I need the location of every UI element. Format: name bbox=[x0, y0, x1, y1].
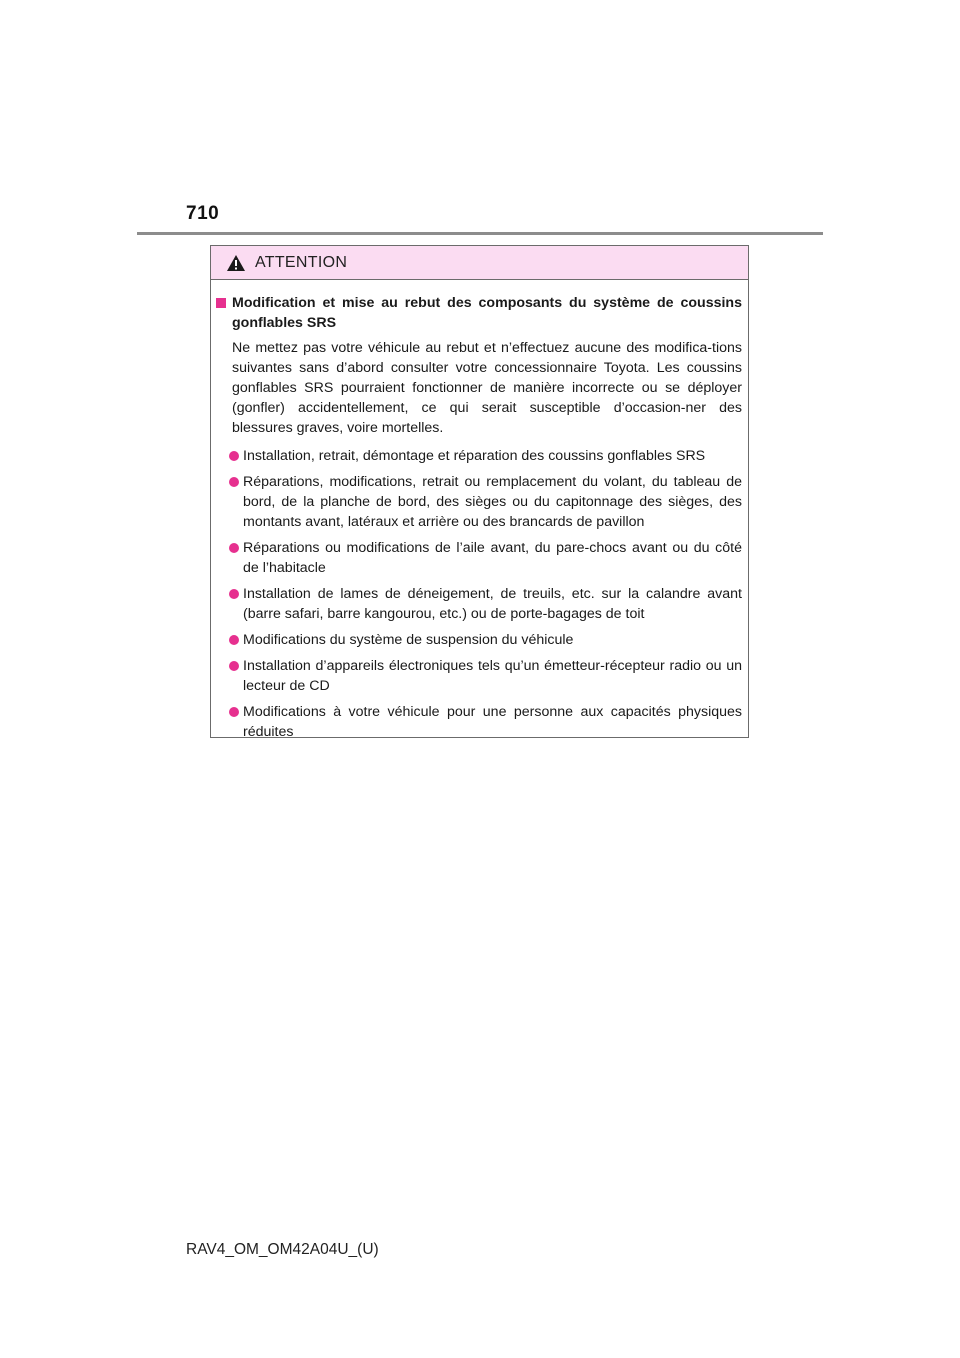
modification-list bbox=[216, 446, 742, 742]
section-heading bbox=[216, 293, 742, 333]
list-item-text: Installation d’appareils électroniques tels qu’un émetteur-récepteur radio ou un lecteur de CD bbox=[243, 658, 742, 694]
list-item-text: Réparations ou modifications de l’aile avant, du pare-chocs avant ou du côté de l’habitacle bbox=[243, 540, 742, 576]
warning-title: ATTENTION bbox=[255, 253, 348, 271]
square-bullet-icon bbox=[216, 298, 226, 308]
section-heading-text: Modification et mise au rebut des composants du système de coussins gonflables SRS bbox=[232, 295, 742, 331]
round-bullet-icon bbox=[229, 477, 239, 487]
warning-triangle-icon bbox=[226, 254, 246, 272]
page-number: 710 bbox=[186, 203, 220, 224]
list-item-text: Installation, retrait, démontage et réparation des coussins gonflables SRS bbox=[243, 448, 706, 464]
list-item-text: Installation de lames de déneigement, de treuils, etc. sur la calandre avant (barre safari, barre kangourou, etc.) ou de porte-bagages de toit bbox=[243, 586, 742, 622]
document-code: RAV4_OM_OM42A04U_(U) bbox=[186, 1241, 379, 1258]
list-item bbox=[229, 630, 742, 650]
round-bullet-icon bbox=[229, 543, 239, 553]
list-item bbox=[229, 584, 742, 624]
header-rule bbox=[137, 232, 823, 235]
list-item-text: Modifications du système de suspension du véhicule bbox=[243, 632, 574, 648]
warning-body bbox=[211, 280, 748, 742]
list-item bbox=[229, 472, 742, 532]
round-bullet-icon bbox=[229, 589, 239, 599]
warning-box bbox=[210, 245, 749, 738]
list-item-text: Modifications à votre véhicule pour une personne aux capacités physiques réduites bbox=[243, 704, 742, 740]
list-item bbox=[229, 538, 742, 578]
list-item bbox=[229, 702, 742, 742]
round-bullet-icon bbox=[229, 661, 239, 671]
list-item bbox=[229, 446, 742, 466]
round-bullet-icon bbox=[229, 451, 239, 461]
intro-paragraph: Ne mettez pas votre véhicule au rebut et n’effectuez aucune des modifica-tions suivantes sans d’abord consulter votre concessionnaire Toyota. Les coussins gonflables SRS pourraient fonctionner de manière incorrecte ou se déployer (gonfler) accidentellement, ce qui serait susceptible d’occasion-ner des blessures graves, voire mortelles. bbox=[232, 340, 742, 436]
round-bullet-icon bbox=[229, 707, 239, 717]
round-bullet-icon bbox=[229, 635, 239, 645]
list-item bbox=[229, 656, 742, 696]
list-item-text: Réparations, modifications, retrait ou remplacement du volant, du tableau de bord, de la planche de bord, des sièges ou du capitonnage des sièges, des montants avant, latéraux et arrière ou des brancards de pavillon bbox=[243, 474, 742, 530]
warning-header bbox=[211, 246, 748, 280]
